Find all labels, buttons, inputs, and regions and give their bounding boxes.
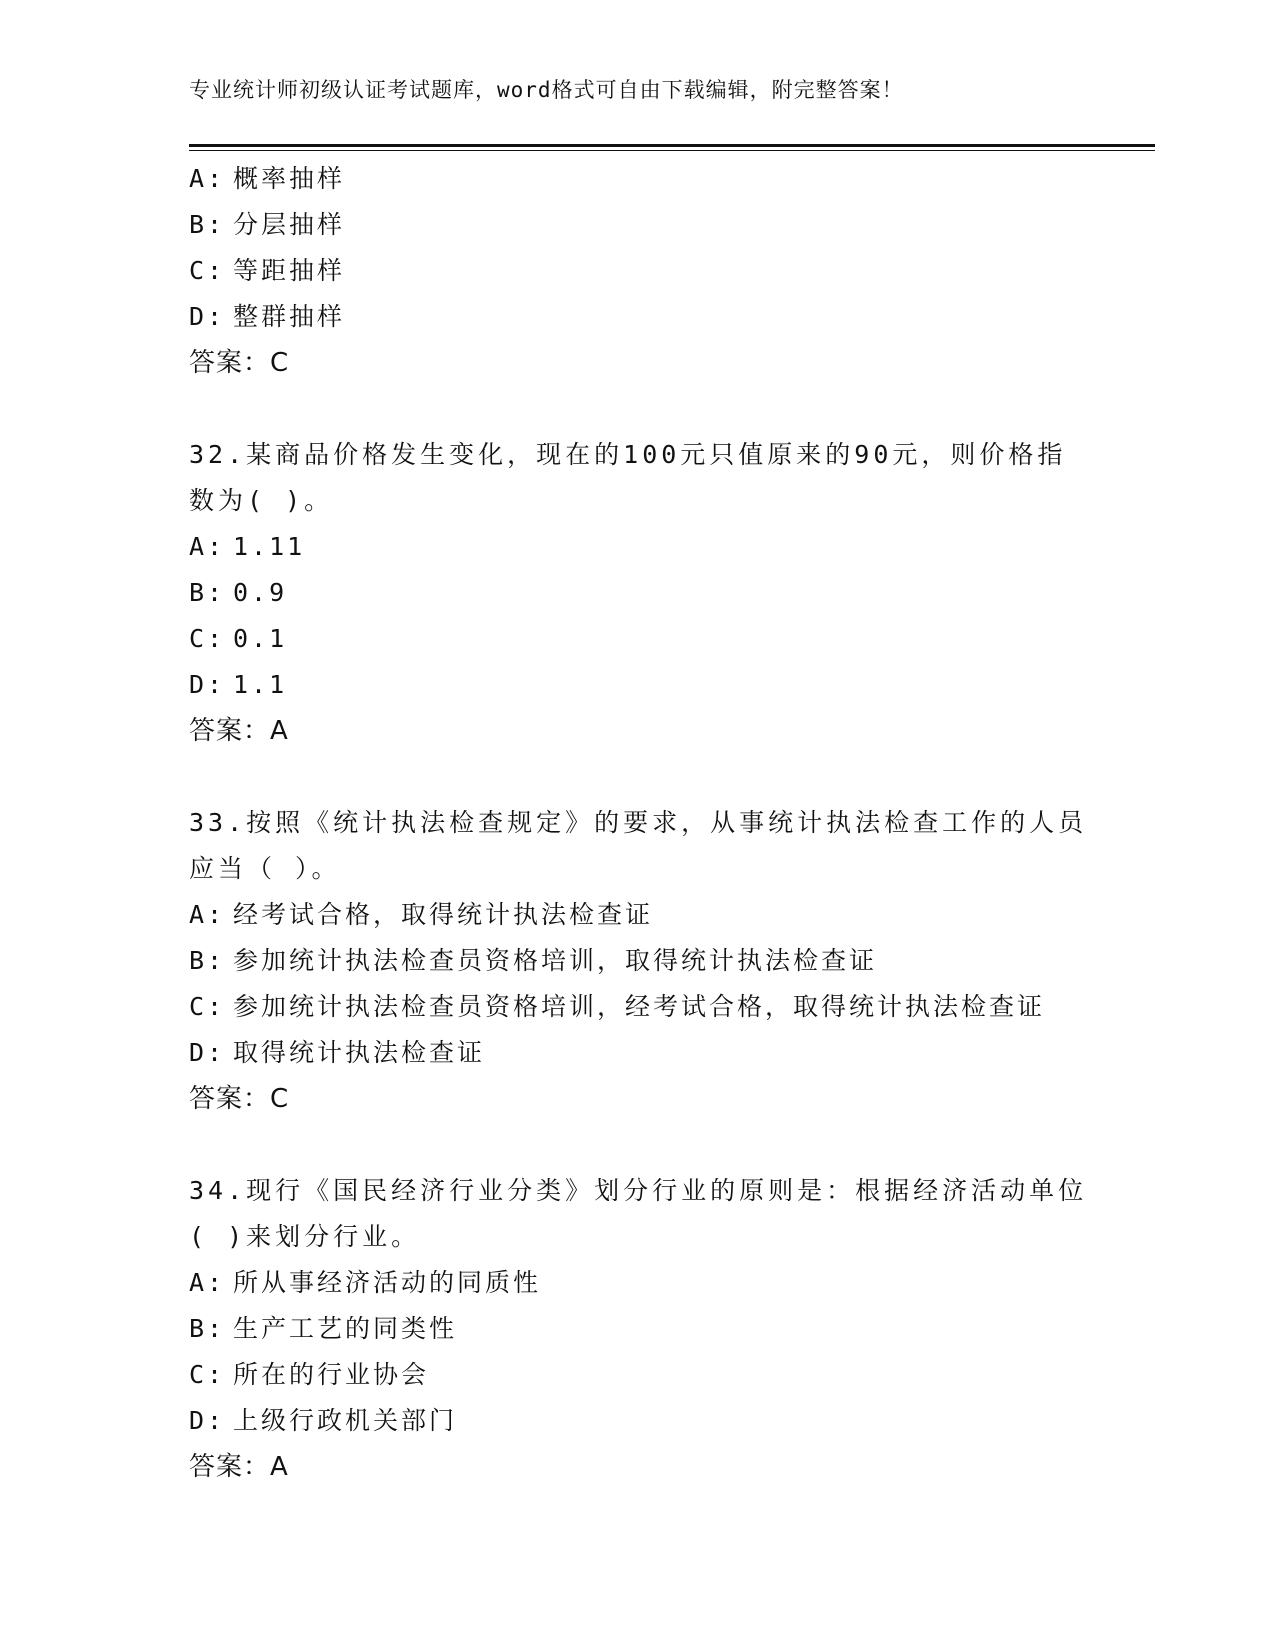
option-a: A: 概率抽样 xyxy=(189,164,346,193)
document-body xyxy=(189,156,1089,1490)
answer-line: 答案：C xyxy=(189,348,290,378)
answer-line: 答案：C xyxy=(189,1084,290,1114)
option-c: C: 参加统计执法检查员资格培训，经考试合格，取得统计执法检查证 xyxy=(189,992,1046,1021)
question-33-options xyxy=(189,892,1089,1122)
spacer xyxy=(189,754,1089,800)
option-d: D: 上级行政机关部门 xyxy=(189,1406,458,1435)
option-b: B: 分层抽样 xyxy=(189,210,346,239)
header-rule-thin xyxy=(189,150,1155,151)
option-c: C: 所在的行业协会 xyxy=(189,1360,430,1389)
option-c: C: 等距抽样 xyxy=(189,256,346,285)
question-text-line-1: 32.某商品价格发生变化，现在的100元只值原来的90元，则价格指 xyxy=(189,440,1067,469)
question-text-line-2: 应当（ ）。 xyxy=(189,854,341,883)
spacer xyxy=(189,386,1089,432)
header-rule-thick xyxy=(189,144,1155,147)
option-b: B: 0.9 xyxy=(189,578,288,607)
question-text-line-2: ( )来划分行业。 xyxy=(189,1222,421,1251)
option-a: A: 所从事经济活动的同质性 xyxy=(189,1268,542,1297)
question-32-options xyxy=(189,524,1089,754)
page-header: 专业统计师初级认证考试题库，word格式可自由下载编辑，附完整答案！ xyxy=(189,78,904,102)
option-c: C: 0.1 xyxy=(189,624,288,653)
answer-line: 答案：A xyxy=(189,716,289,746)
option-a: A: 1.11 xyxy=(189,532,306,561)
question-34-options xyxy=(189,1260,1089,1490)
spacer xyxy=(189,1122,1089,1168)
question-text-line-1: 33.按照《统计执法检查规定》的要求，从事统计执法检查工作的人员 xyxy=(189,808,1088,837)
question-text-line-2: 数为( )。 xyxy=(189,486,334,515)
option-d: D: 整群抽样 xyxy=(189,302,346,331)
question-text-line-1: 34.现行《国民经济行业分类》划分行业的原则是：根据经济活动单位 xyxy=(189,1176,1088,1205)
question-31-continued xyxy=(189,156,1089,386)
option-d: D: 1.1 xyxy=(189,670,288,699)
question-34 xyxy=(189,1168,1089,1260)
question-33 xyxy=(189,800,1089,892)
option-a: A: 经考试合格，取得统计执法检查证 xyxy=(189,900,654,929)
answer-line: 答案：A xyxy=(189,1452,289,1482)
option-b: B: 生产工艺的同类性 xyxy=(189,1314,458,1343)
question-32 xyxy=(189,432,1089,524)
option-d: D: 取得统计执法检查证 xyxy=(189,1038,486,1067)
option-b: B: 参加统计执法检查员资格培训，取得统计执法检查证 xyxy=(189,946,878,975)
